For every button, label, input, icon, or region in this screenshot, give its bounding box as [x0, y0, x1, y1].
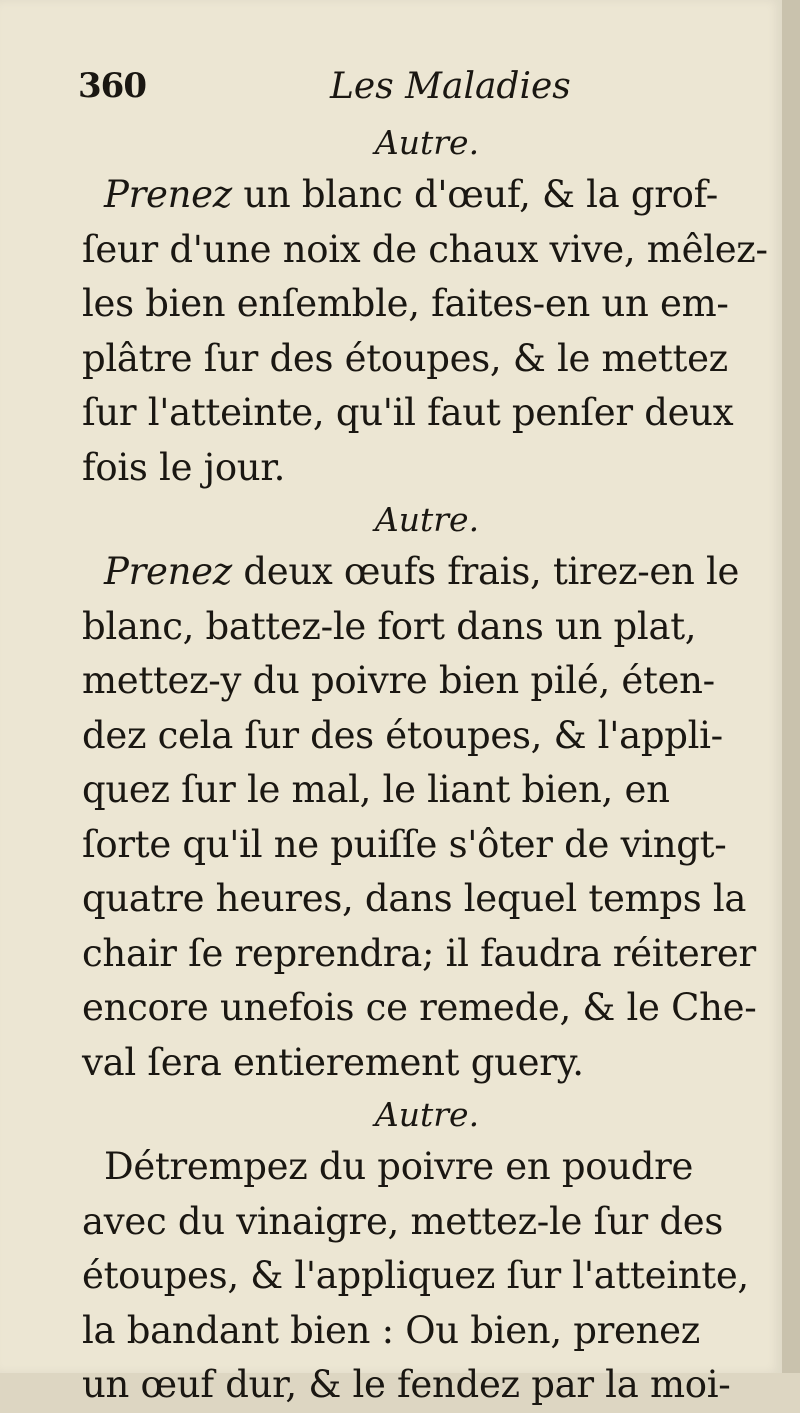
text-line: chair ſe reprendra; il faudra réiterer: [82, 931, 756, 975]
text-line: [82, 168, 772, 223]
text-line: fois le jour.: [82, 445, 286, 489]
section-heading: Autre.: [374, 500, 480, 539]
text-lead: Prenez: [104, 550, 232, 593]
running-title: Les Maladies: [330, 66, 571, 107]
text-line: étoupes, & l'appliquez ſur l'atteinte,: [82, 1254, 749, 1297]
text-lead: Prenez: [104, 173, 232, 216]
page-number: 360: [78, 66, 146, 106]
text-line: avec du vinaigre, mettez-le ſur des: [82, 1199, 724, 1243]
text-line: blanc, battez-le fort dans un plat,: [82, 604, 697, 648]
text-span: un blanc d'œuf, & la grof-: [231, 173, 718, 216]
text-span: deux œufs frais, tirez-en le: [231, 550, 740, 593]
text-line: val ſera entierement guery.: [82, 1040, 584, 1084]
text-line: mettez-y du poivre bien pilé, éten-: [82, 659, 715, 702]
section-heading: Autre.: [374, 123, 480, 162]
text-line: ſorte qu'il ne puiſſe s'ôter de vingt-: [82, 822, 727, 866]
section-heading: Autre.: [374, 1095, 480, 1134]
text-line: dez cela ſur des étoupes, & l'appli-: [82, 713, 723, 757]
text-line: les bien enſemble, faites-en un em-: [82, 282, 729, 325]
page-header: [78, 66, 718, 114]
page-edge: [782, 0, 800, 1373]
text-line: Détrempez du poivre en poudre: [104, 1145, 694, 1188]
text-line: un œuf dur, & le fendez par la moi-: [82, 1363, 731, 1406]
text-line: [82, 545, 772, 600]
text-line: quatre heures, dans lequel temps la: [82, 877, 747, 920]
text-line: quez ſur le mal, le liant bien, en: [82, 768, 670, 811]
text-line: plâtre ſur des étoupes, & le mettez: [82, 336, 728, 380]
text-line: encore unefois ce remede, & le Che-: [82, 986, 757, 1029]
page-text: [82, 118, 772, 1413]
text-line: ſeur d'une noix de chaux vive, mêlez-: [82, 227, 768, 271]
text-line: la bandant bien : Ou bien, prenez: [82, 1308, 700, 1352]
text-line: ſur l'atteinte, qu'il faut penſer deux: [82, 391, 734, 434]
